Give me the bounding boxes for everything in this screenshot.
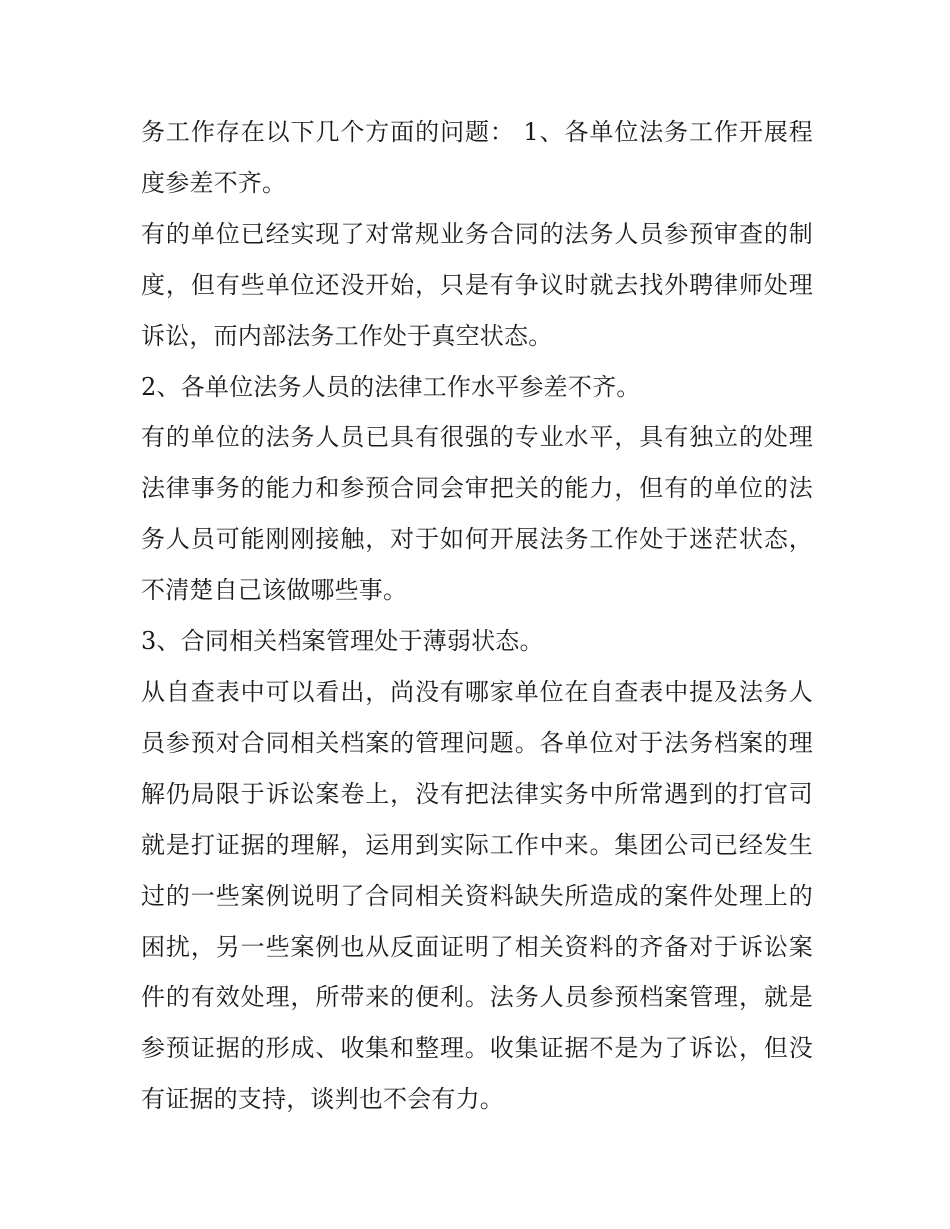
paragraph-contract-review: 有的单位已经实现了对常规业务合同的法务人员参预审查的制度，但有些单位还没开始，只是有争议时就去找外聘律师处理诉讼，而内部法务工作处于真空状态。 [141,219,813,350]
body-text [141,107,813,1125]
paragraph-legal-level-detail: 有的单位的法务人员已具有很强的专业水平，具有独立的处理法律事务的能力和参预合同会审把关的能力，但有的单位的法务人员可能刚刚接触，对于如何开展法务工作处于迷茫状态，不清楚自己该做哪些事。 [141,423,813,605]
paragraph-heading-legal-level: 2、各单位法务人员的法律工作水平参差不齐。 [141,372,641,401]
paragraph-archive-detail: 从自查表中可以看出，尚没有哪家单位在自查表中提及法务人员参预对合同相关档案的管理问题。各单位对于法务档案的理解仍局限于诉讼案卷上，没有把法律实务中所常遇到的打官司就是打证据的理解，运用到实际工作中来。集团公司已经发生过的一些案例说明了合同相关资料缺失所造成的案件处理上的困扰，另一些案例也从反面证明了相关资料的齐备对于诉讼案件的有效处理，所带来的便利。法务人员参预档案管理，就是参预证据的形成、收集和整理。收集证据不是为了诉讼，但没有证据的支持，谈判也不会有力。 [141,677,813,1114]
paragraph-issues-intro: 务工作存在以下几个方面的问题： 1、各单位法务工作开展程度参差不齐。 [141,118,813,197]
paragraph-heading-archive: 3、合同相关档案管理处于薄弱状态。 [141,627,544,656]
